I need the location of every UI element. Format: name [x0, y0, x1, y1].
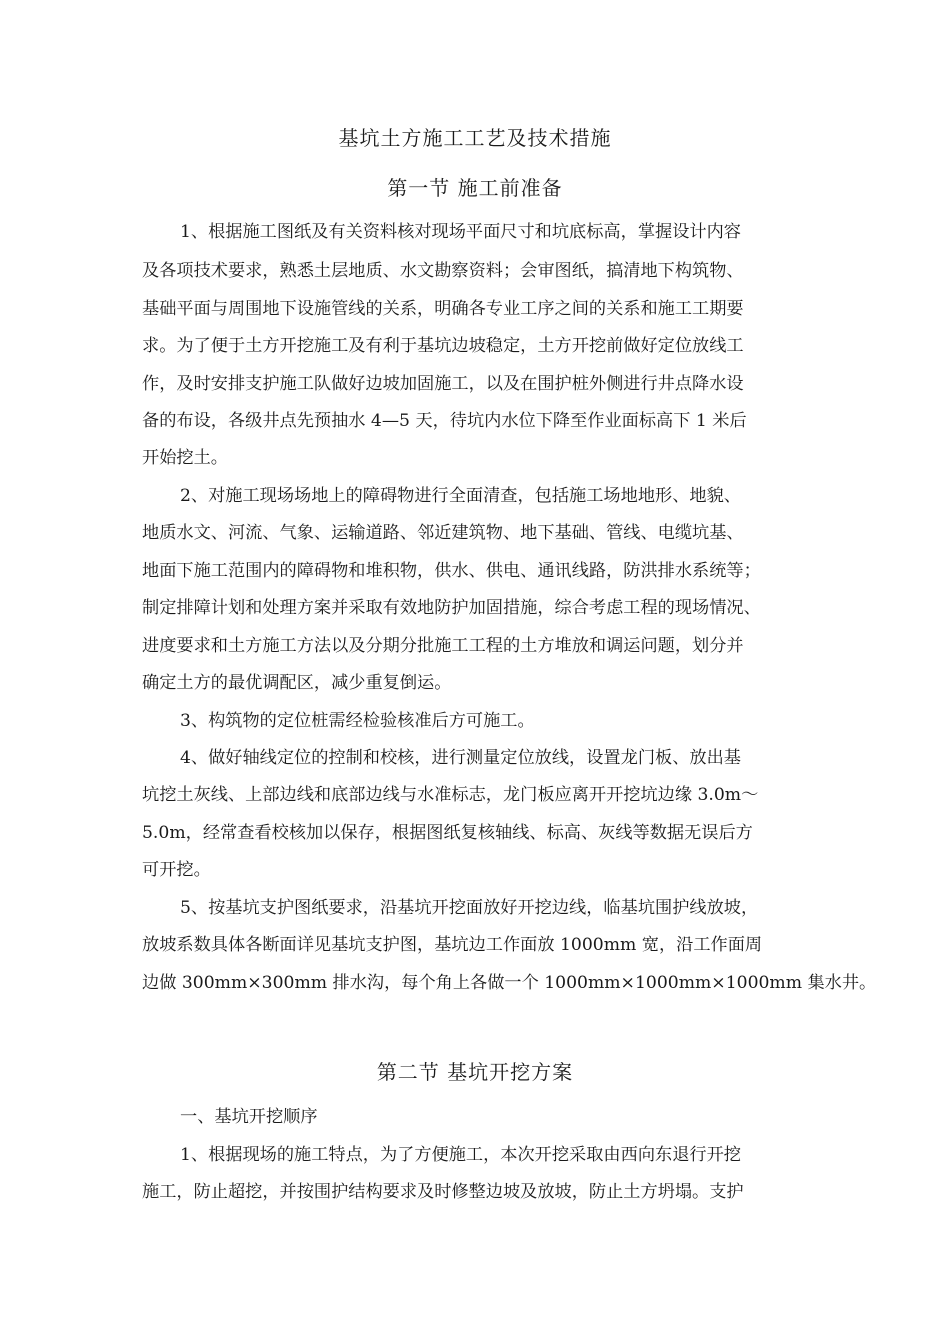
paragraph-line: 1、根据施工图纸及有关资料核对现场平面尺寸和坑底标高，掌握设计内容	[180, 222, 741, 242]
paragraph-line: 制定排障计划和处理方案并采取有效地防护加固措施，综合考虑工程的现场情况、	[142, 598, 761, 618]
paragraph-line: 及各项技术要求，熟悉土层地质、水文勘察资料；会审图纸，搞清地下构筑物、	[142, 261, 744, 281]
paragraph-line: 地面下施工范围内的障碍物和堆积物，供水、供电、通讯线路，防洪排水系统等；	[142, 561, 761, 581]
paragraph-line: 5.0m，经常查看校核加以保存，根据图纸复核轴线、标高、灰线等数据无误后方	[142, 823, 753, 843]
paragraph-line: 求。为了便于土方开挖施工及有利于基坑边坡稳定，土方开挖前做好定位放线工	[142, 336, 744, 356]
paragraph-line: 1、根据现场的施工特点，为了方便施工，本次开挖采取由西向东退行开挖	[180, 1145, 741, 1165]
paragraph-line: 地质水文、河流、气象、运输道路、邻近建筑物、地下基础、管线、电缆坑基、	[142, 523, 744, 543]
paragraph-line: 边做 300mm×300mm 排水沟，每个角上各做一个 1000mm×1000mm×1000mm 集水井。	[142, 973, 877, 993]
paragraph-line: 开始挖土。	[142, 448, 228, 468]
paragraph-line: 基础平面与周围地下设施管线的关系，明确各专业工序之间的关系和施工工期要	[142, 299, 744, 319]
paragraph-line: 2、对施工现场场地上的障碍物进行全面清查，包括施工场地地形、地貌、	[180, 486, 741, 506]
paragraph-line: 确定土方的最优调配区，减少重复倒运。	[142, 673, 452, 693]
paragraph-line: 3、构筑物的定位桩需经检验核准后方可施工。	[180, 711, 535, 731]
document-title: 基坑土方施工工艺及技术措施	[338, 126, 612, 150]
section-2-heading: 第二节 基坑开挖方案	[376, 1060, 574, 1084]
paragraph-line: 可开挖。	[142, 860, 211, 880]
paragraph-line: 备的布设，各级井点先预抽水 4—5 天，待坑内水位下降至作业面标高下 1 米后	[142, 411, 747, 431]
paragraph-line: 放坡系数具体各断面详见基坑支护图，基坑边工作面放 1000mm 宽，沿工作面周	[142, 935, 763, 955]
paragraph-line: 5、按基坑支护图纸要求，沿基坑开挖面放好开挖边线，临基坑围护线放坡，	[180, 898, 759, 918]
paragraph-line: 施工，防止超挖，并按围护结构要求及时修整边坡及放坡，防止土方坍塌。支护	[142, 1182, 744, 1202]
paragraph-line: 进度要求和土方施工方法以及分期分批施工工程的土方堆放和调运问题，划分并	[142, 636, 744, 656]
paragraph-line: 作，及时安排支护施工队做好边坡加固施工，以及在围护桩外侧进行井点降水设	[142, 374, 744, 394]
section-1-heading: 第一节 施工前准备	[387, 176, 563, 200]
paragraph-line: 一、基坑开挖顺序	[180, 1107, 318, 1127]
paragraph-line: 4、做好轴线定位的控制和校核，进行测量定位放线，设置龙门板、放出基	[180, 748, 741, 768]
paragraph-line: 坑挖土灰线、上部边线和底部边线与水准标志，龙门板应离开开挖坑边缘 3.0m～	[142, 785, 759, 805]
